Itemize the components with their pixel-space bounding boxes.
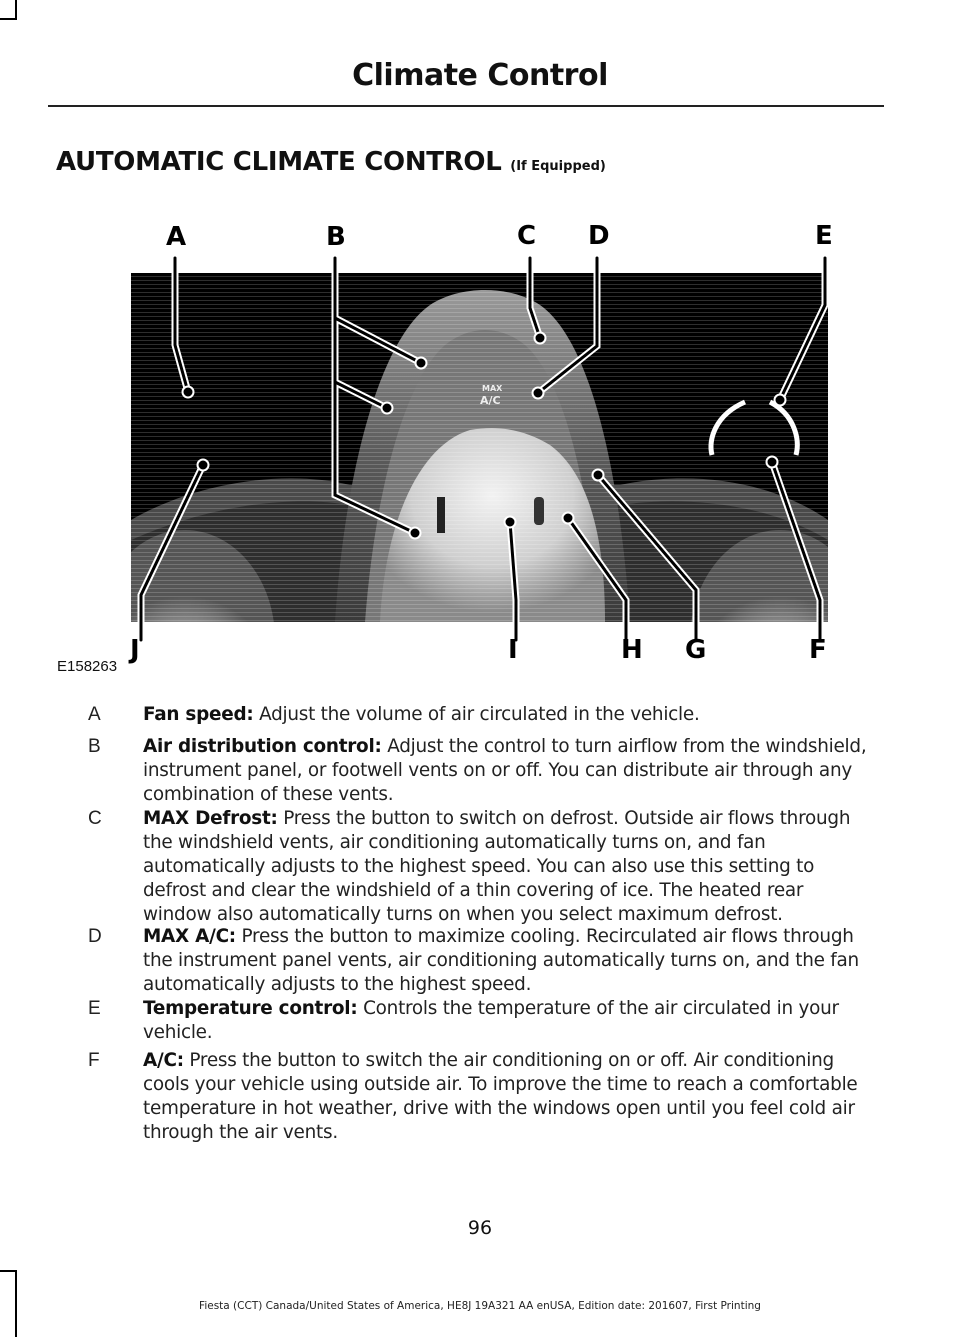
- legend-text: Adjust the volume of air circulated in the vehicle.: [253, 704, 700, 725]
- legend-letter: C: [88, 808, 102, 829]
- callout-f: F: [809, 635, 827, 665]
- legend-term: A/C:: [143, 1050, 184, 1071]
- legend-letter: F: [88, 1050, 100, 1071]
- section-qualifier: (If Equipped): [510, 159, 606, 174]
- figure-id: E158263: [57, 658, 118, 675]
- panel-max-label: MAX: [482, 384, 503, 393]
- legend-text: Controls the temperature of the air circulated in your vehicle.: [143, 998, 839, 1043]
- callout-a: A: [166, 222, 187, 252]
- legend-text: Adjust the control to turn airflow from the windshield, instrument panel, or footwell vents on or off. You can distribute air through any combination of these vents.: [143, 736, 867, 805]
- legend-letter: D: [88, 926, 102, 947]
- legend-text: Press the button to maximize cooling. Recirculated air flows through the instrument panel vents, air conditioning automatically turns on, and the fan automatically adjusts to the highest speed.: [143, 926, 859, 995]
- callout-h: H: [621, 635, 643, 665]
- legend-letter: B: [88, 736, 101, 757]
- legend-letter: A: [88, 704, 101, 725]
- page-footer: Fiesta (CCT) Canada/United States of America, HE8J 19A321 AA enUSA, Edition date: 201607, First Printing: [199, 1300, 761, 1312]
- legend-description: [143, 1049, 875, 1145]
- legend-term: MAX Defrost:: [143, 808, 278, 829]
- callout-c: C: [517, 221, 537, 251]
- section-title-text: AUTOMATIC CLIMATE CONTROL: [56, 147, 502, 177]
- legend-description: [143, 807, 875, 927]
- callout-b: B: [326, 222, 346, 252]
- callout-e: E: [815, 221, 833, 251]
- legend-description: [143, 997, 875, 1045]
- legend-description: [143, 703, 875, 727]
- legend-term: Air distribution control:: [143, 736, 382, 757]
- callout-j: J: [130, 635, 140, 665]
- callout-i: I: [508, 635, 518, 665]
- legend-term: Fan speed:: [143, 704, 254, 725]
- crop-mark-bottom-left-h: [0, 1270, 17, 1272]
- legend-text: Press the button to switch on defrost. Outside air flows through the windshield vents, air conditioning automatically turns on, and fan automatically adjusts to the highest speed. You can also use this setting to defrost and clear the windshield of a thin covering of ice. The heated rear window also automatically turns on when you select maximum defrost.: [143, 808, 851, 925]
- page-number: 96: [467, 1217, 493, 1239]
- legend-description: [143, 735, 875, 807]
- legend-letter: E: [88, 998, 101, 1019]
- callout-g: G: [685, 635, 707, 665]
- legend-description: [143, 925, 875, 997]
- page-header-title: Climate Control: [352, 58, 608, 93]
- legend-text: Press the button to switch the air conditioning on or off. Air conditioning cools your vehicle using outside air. To improve the time to reach a comfortable temperature in hot weather, drive with the windows open until you feel cold air through the air vents.: [143, 1050, 858, 1143]
- panel-ac-label: A/C: [480, 394, 501, 407]
- legend-term: Temperature control:: [143, 998, 358, 1019]
- legend-term: MAX A/C:: [143, 926, 236, 947]
- callout-d: D: [588, 221, 610, 251]
